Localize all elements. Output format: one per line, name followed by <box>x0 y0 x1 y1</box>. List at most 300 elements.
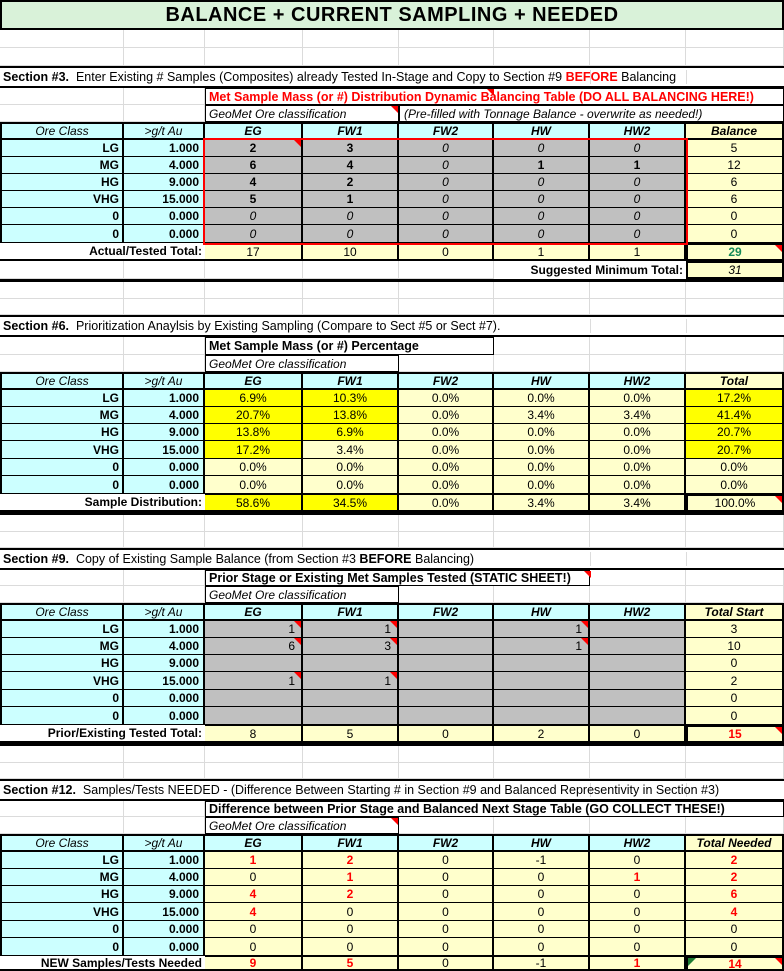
s3-cutoff-3[interactable]: 15.000 <box>124 191 205 208</box>
page-title-text: BALANCE + CURRENT SAMPLING + NEEDED <box>165 3 619 26</box>
s12-total-HW2[interactable]: 1 <box>590 956 686 971</box>
s6-cutoff-0[interactable]: 1.000 <box>124 390 205 407</box>
s6-row-4 <box>0 459 784 476</box>
s9-total-FW2[interactable]: 0 <box>399 725 494 743</box>
s6-total-HW2[interactable]: 3.4% <box>590 494 686 512</box>
s12-cell-r5-HW2[interactable]: 0 <box>590 938 686 956</box>
s9-row-0 <box>0 621 784 638</box>
s9-cell-r0-HW2[interactable] <box>590 621 686 638</box>
s3-cell-r2-FW2[interactable]: 0 <box>399 174 494 191</box>
s6-total-FW2[interactable]: 0.0% <box>399 494 494 512</box>
s6-cutoff-2[interactable]: 9.000 <box>124 424 205 441</box>
s3-cell-r1-FW2[interactable]: 0 <box>399 157 494 174</box>
s6-cell-r1-HW[interactable]: 3.4% <box>494 407 590 424</box>
s9-cell-r0-FW1[interactable]: 1 <box>303 621 399 638</box>
s12-cell-r4-FW2[interactable]: 0 <box>399 921 494 938</box>
s12-cutoff-0[interactable]: 1.000 <box>124 852 205 869</box>
s9-total-FW1[interactable]: 5 <box>303 725 399 743</box>
s9-cell-r4-EG[interactable] <box>205 690 303 707</box>
grid-cell <box>303 261 399 279</box>
s12-rowlabel-1[interactable]: MG <box>0 869 124 886</box>
s9-cell-r2-total[interactable]: 0 <box>686 655 784 672</box>
s9-cutoff-5[interactable]: 0.000 <box>124 707 205 725</box>
s9-row-4 <box>0 690 784 707</box>
s9-total-HW[interactable]: 2 <box>494 725 590 743</box>
s9-cell-r0-EG[interactable]: 1 <box>205 621 303 638</box>
spacer-cell <box>303 532 399 548</box>
s6-cell-r2-HW[interactable]: 0.0% <box>494 424 590 441</box>
s12-cell-r2-FW2[interactable]: 0 <box>399 886 494 903</box>
s6-cell-r0-FW1[interactable]: 10.3% <box>303 390 399 407</box>
s9-cell-r5-FW2[interactable] <box>399 707 494 725</box>
s6-cell-r4-FW1[interactable]: 0.0% <box>303 459 399 476</box>
spacer-cell <box>303 299 399 315</box>
s3-cell-r4-FW1[interactable]: 0 <box>303 208 399 225</box>
s6-cell-r4-HW2[interactable]: 0.0% <box>590 459 686 476</box>
s6-colheader-HW2: HW2 <box>590 372 686 390</box>
s12-classification-note: GeoMet Ore classification <box>205 817 399 834</box>
s6-cell-r3-HW[interactable]: 0.0% <box>494 441 590 459</box>
s9-cell-r1-total[interactable]: 10 <box>686 638 784 655</box>
s6-row-1 <box>0 407 784 424</box>
spacer-cell <box>686 48 784 66</box>
s3-cell-r5-HW[interactable]: 0 <box>494 225 590 243</box>
s9-cell-r5-total[interactable]: 0 <box>686 707 784 725</box>
s6-cutoff-4[interactable]: 0.000 <box>124 459 205 476</box>
spacer-cell <box>590 282 686 299</box>
s6-row-5 <box>0 476 784 494</box>
s12-cell-r0-HW[interactable]: -1 <box>494 852 590 869</box>
comment-indicator-icon <box>294 140 301 147</box>
s3-cell-r1-FW1[interactable]: 4 <box>303 157 399 174</box>
s3-cutoff-5[interactable]: 0.000 <box>124 225 205 243</box>
s9-cell-r2-HW[interactable] <box>494 655 590 672</box>
s9-cell-r1-FW1[interactable]: 3 <box>303 638 399 655</box>
s6-cutoff-5[interactable]: 0.000 <box>124 476 205 494</box>
grid-cell <box>0 261 124 279</box>
s6-cell-r4-FW2[interactable]: 0.0% <box>399 459 494 476</box>
s3-heading <box>0 66 784 88</box>
s3-total-HW2[interactable]: 1 <box>590 243 686 261</box>
s9-grand-total[interactable]: 15 <box>686 725 784 743</box>
s3-grand-total[interactable]: 29 <box>686 243 784 261</box>
s6-cell-r4-EG[interactable]: 0.0% <box>205 459 303 476</box>
grid-cell <box>0 817 124 834</box>
s6-rowlabel-2[interactable]: HG <box>0 424 124 441</box>
s3-rowlabel-1[interactable]: MG <box>0 157 124 174</box>
s3-rowlabel-0[interactable]: LG <box>0 140 124 157</box>
s12-rowlabel-0[interactable]: LG <box>0 852 124 869</box>
s9-total-EG[interactable]: 8 <box>205 725 303 743</box>
s3-cell-r2-total[interactable]: 6 <box>686 174 784 191</box>
s3-cell-r5-FW1[interactable]: 0 <box>303 225 399 243</box>
s9-rowlabel-4[interactable]: 0 <box>0 690 124 707</box>
s3-cell-r5-FW2[interactable]: 0 <box>399 225 494 243</box>
s3-cell-r4-HW[interactable]: 0 <box>494 208 590 225</box>
s6-cell-r1-EG[interactable]: 20.7% <box>205 407 303 424</box>
s3-cell-r2-EG[interactable]: 4 <box>205 174 303 191</box>
s9-cell-r3-HW2[interactable] <box>590 672 686 690</box>
s6-cell-r4-total[interactable]: 0.0% <box>686 459 784 476</box>
s12-cutoff-5[interactable]: 0.000 <box>124 938 205 956</box>
s9-title-row <box>0 570 784 586</box>
s6-colheader-Ore-Class: Ore Class <box>0 372 124 390</box>
s12-cutoff-2[interactable]: 9.000 <box>124 886 205 903</box>
s3-cell-r2-HW[interactable]: 0 <box>494 174 590 191</box>
spacer-cell <box>399 30 494 48</box>
s9-total-row <box>0 725 784 743</box>
spacer-cell <box>303 282 399 299</box>
s3-cell-r0-FW2[interactable]: 0 <box>399 140 494 157</box>
s9-row-3 <box>0 672 784 690</box>
grid-cell <box>0 586 124 603</box>
s3-cell-r4-FW2[interactable]: 0 <box>399 208 494 225</box>
s3-cell-r3-HW2[interactable]: 0 <box>590 191 686 208</box>
s3-cell-r1-EG[interactable]: 6 <box>205 157 303 174</box>
s9-cell-r3-FW1[interactable]: 1 <box>303 672 399 690</box>
s9-cell-r4-FW2[interactable] <box>399 690 494 707</box>
s6-note-row <box>0 355 784 372</box>
s6-total-EG[interactable]: 58.6% <box>205 494 303 512</box>
s3-total-FW1[interactable]: 10 <box>303 243 399 261</box>
s3-rowlabel-3[interactable]: VHG <box>0 191 124 208</box>
s6-cell-r4-HW[interactable]: 0.0% <box>494 459 590 476</box>
grid-cell <box>399 586 494 603</box>
s3-heading-part: Section #3. <box>3 70 69 84</box>
s6-cell-r1-total[interactable]: 41.4% <box>686 407 784 424</box>
s6-cell-r1-FW2[interactable]: 0.0% <box>399 407 494 424</box>
s3-suggested-value[interactable]: 31 <box>686 261 784 279</box>
s3-cell-r0-total[interactable]: 5 <box>686 140 784 157</box>
s12-cell-r4-HW2[interactable]: 0 <box>590 921 686 938</box>
s9-classification-note: GeoMet Ore classification <box>205 586 399 603</box>
s3-rowlabel-5[interactable]: 0 <box>0 225 124 243</box>
s6-cell-r2-FW1[interactable]: 6.9% <box>303 424 399 441</box>
s3-total-HW[interactable]: 1 <box>494 243 590 261</box>
s12-table-title: Difference between Prior Stage and Balanced Next Stage Table (GO COLLECT THESE!) <box>205 801 784 817</box>
s12-cell-r3-total[interactable]: 4 <box>686 903 784 921</box>
s9-cell-r1-FW2[interactable] <box>399 638 494 655</box>
s9-cell-r3-EG[interactable]: 1 <box>205 672 303 690</box>
s6-cell-r2-EG[interactable]: 13.8% <box>205 424 303 441</box>
s12-total-FW2[interactable]: 0 <box>399 956 494 971</box>
grid-cell <box>124 88 205 105</box>
s6-cell-r3-EG[interactable]: 17.2% <box>205 441 303 459</box>
s12-row-0 <box>0 852 784 869</box>
spacer-cell <box>205 299 303 315</box>
spacer-cell <box>494 763 590 779</box>
s9-cell-r2-FW1[interactable] <box>303 655 399 672</box>
s6-total-HW[interactable]: 3.4% <box>494 494 590 512</box>
s3-total-EG[interactable]: 17 <box>205 243 303 261</box>
s12-total-FW1[interactable]: 5 <box>303 956 399 971</box>
s3-title-row <box>0 88 784 105</box>
spacer-cell <box>590 48 686 66</box>
s9-cell-r1-HW[interactable]: 1 <box>494 638 590 655</box>
s9-cell-r5-HW[interactable] <box>494 707 590 725</box>
s3-row-1 <box>0 157 784 174</box>
s12-cell-r5-FW1[interactable]: 0 <box>303 938 399 956</box>
spacer-cell <box>399 515 494 532</box>
s9-cell-r4-total[interactable]: 0 <box>686 690 784 707</box>
s12-total-EG[interactable]: 9 <box>205 956 303 971</box>
comment-indicator-icon <box>775 958 782 965</box>
s3-cell-r3-EG[interactable]: 5 <box>205 191 303 208</box>
s6-cell-r1-HW2[interactable]: 3.4% <box>590 407 686 424</box>
s3-cell-r1-total[interactable]: 12 <box>686 157 784 174</box>
s12-cell-r3-FW2[interactable]: 0 <box>399 903 494 921</box>
s12-rowlabel-5[interactable]: 0 <box>0 938 124 956</box>
s12-cell-r5-total[interactable]: 0 <box>686 938 784 956</box>
s3-cell-r1-HW[interactable]: 1 <box>494 157 590 174</box>
s12-cell-r0-HW2[interactable]: 0 <box>590 852 686 869</box>
s6-colheader-HW: HW <box>494 372 590 390</box>
s12-rowlabel-4[interactable]: 0 <box>0 921 124 938</box>
s6-cell-r0-HW2[interactable]: 0.0% <box>590 390 686 407</box>
s3-cell-r1-HW2[interactable]: 1 <box>590 157 686 174</box>
s12-cell-r0-total[interactable]: 2 <box>686 852 784 869</box>
s12-cell-r5-EG[interactable]: 0 <box>205 938 303 956</box>
s9-cell-r4-FW1[interactable] <box>303 690 399 707</box>
s3-total-FW2[interactable]: 0 <box>399 243 494 261</box>
s12-cell-r5-HW[interactable]: 0 <box>494 938 590 956</box>
s6-cell-r2-FW2[interactable]: 0.0% <box>399 424 494 441</box>
s12-cell-r1-total[interactable]: 2 <box>686 869 784 886</box>
s6-cell-r5-FW1[interactable]: 0.0% <box>303 476 399 494</box>
grid-cell <box>399 817 494 834</box>
s12-cell-r1-HW[interactable]: 0 <box>494 869 590 886</box>
s6-cutoff-3[interactable]: 15.000 <box>124 441 205 459</box>
s3-cell-r5-total[interactable]: 0 <box>686 225 784 243</box>
s6-cell-r1-FW1[interactable]: 13.8% <box>303 407 399 424</box>
s3-cell-r3-FW1[interactable]: 1 <box>303 191 399 208</box>
spacer-row <box>0 30 784 48</box>
s9-rowlabel-5[interactable]: 0 <box>0 707 124 725</box>
s3-rowlabel-2[interactable]: HG <box>0 174 124 191</box>
comment-indicator-icon <box>294 621 301 628</box>
s9-cell-r4-HW[interactable] <box>494 690 590 707</box>
s12-cell-r4-EG[interactable]: 0 <box>205 921 303 938</box>
s9-cutoff-2[interactable]: 9.000 <box>124 655 205 672</box>
s3-cell-r3-FW2[interactable]: 0 <box>399 191 494 208</box>
s12-cell-r4-FW1[interactable]: 0 <box>303 921 399 938</box>
s9-cell-r5-EG[interactable] <box>205 707 303 725</box>
s6-rowlabel-4[interactable]: 0 <box>0 459 124 476</box>
grid-cell <box>124 570 205 586</box>
s12-cell-r0-FW1[interactable]: 2 <box>303 852 399 869</box>
s3-suggested-row <box>0 261 784 279</box>
s9-cutoff-0[interactable]: 1.000 <box>124 621 205 638</box>
s3-cell-r0-FW1[interactable]: 3 <box>303 140 399 157</box>
grid-cell <box>590 570 686 586</box>
s12-cutoff-4[interactable]: 0.000 <box>124 921 205 938</box>
s9-cutoff-3[interactable]: 15.000 <box>124 672 205 690</box>
s9-cell-r1-EG[interactable]: 6 <box>205 638 303 655</box>
spacer-cell <box>0 763 124 779</box>
spacer-cell <box>303 30 399 48</box>
s6-cell-r3-total[interactable]: 20.7% <box>686 441 784 459</box>
s9-cell-r0-FW2[interactable] <box>399 621 494 638</box>
s6-rowlabel-5[interactable]: 0 <box>0 476 124 494</box>
s6-cell-r3-FW2[interactable]: 0.0% <box>399 441 494 459</box>
s3-total-row <box>0 243 784 261</box>
s6-cell-r5-EG[interactable]: 0.0% <box>205 476 303 494</box>
s9-cell-r3-HW[interactable] <box>494 672 590 690</box>
s6-cell-r3-FW1[interactable]: 3.4% <box>303 441 399 459</box>
spacer-cell <box>590 30 686 48</box>
grid-cell <box>124 355 205 372</box>
s12-cell-r0-FW2[interactable]: 0 <box>399 852 494 869</box>
s12-total-label: NEW Samples/Tests Needed <box>0 956 205 971</box>
s9-cell-r1-HW2[interactable] <box>590 638 686 655</box>
s3-cell-r4-EG[interactable]: 0 <box>205 208 303 225</box>
s12-rowlabel-2[interactable]: HG <box>0 886 124 903</box>
s9-cell-r3-total[interactable]: 2 <box>686 672 784 690</box>
spacer-cell <box>205 30 303 48</box>
s12-rowlabel-3[interactable]: VHG <box>0 903 124 921</box>
s12-cell-r1-FW1[interactable]: 1 <box>303 869 399 886</box>
s3-cell-r2-HW2[interactable]: 0 <box>590 174 686 191</box>
s9-cell-r5-HW2[interactable] <box>590 707 686 725</box>
spacer-cell <box>124 30 205 48</box>
s3-cell-r0-EG[interactable]: 2 <box>205 140 303 157</box>
s6-row-0 <box>0 390 784 407</box>
s3-cutoff-2[interactable]: 9.000 <box>124 174 205 191</box>
s12-row-4 <box>0 921 784 938</box>
s6-cell-r0-FW2[interactable]: 0.0% <box>399 390 494 407</box>
s6-cell-r3-HW2[interactable]: 0.0% <box>590 441 686 459</box>
s3-row-0 <box>0 140 784 157</box>
s9-cell-r3-FW2[interactable] <box>399 672 494 690</box>
s3-cutoff-1[interactable]: 4.000 <box>124 157 205 174</box>
s12-grand-total[interactable]: 14 <box>686 956 784 971</box>
spacer-cell <box>205 48 303 66</box>
s6-cutoff-1[interactable]: 4.000 <box>124 407 205 424</box>
s6-rowlabel-1[interactable]: MG <box>0 407 124 424</box>
s12-cell-r1-EG[interactable]: 0 <box>205 869 303 886</box>
s9-rowlabel-1[interactable]: MG <box>0 638 124 655</box>
s6-cell-r0-EG[interactable]: 6.9% <box>205 390 303 407</box>
s9-cell-r2-EG[interactable] <box>205 655 303 672</box>
s6-grand-total[interactable]: 100.0% <box>686 494 784 512</box>
spacer-row <box>0 763 784 779</box>
s12-cell-r5-FW2[interactable]: 0 <box>399 938 494 956</box>
comment-indicator-icon <box>775 727 782 734</box>
s3-cell-r5-EG[interactable]: 0 <box>205 225 303 243</box>
s3-cell-r3-total[interactable]: 6 <box>686 191 784 208</box>
s6-cell-r0-HW[interactable]: 0.0% <box>494 390 590 407</box>
s3-cutoff-4[interactable]: 0.000 <box>124 208 205 225</box>
s6-cell-r5-FW2[interactable]: 0.0% <box>399 476 494 494</box>
s9-table-title: Prior Stage or Existing Met Samples Tested (STATIC SHEET!) <box>205 570 590 586</box>
s12-cell-r3-HW2[interactable]: 0 <box>590 903 686 921</box>
spacer-cell <box>494 30 590 48</box>
spacer-cell <box>0 30 124 48</box>
spacer-cell <box>494 515 590 532</box>
s12-cell-r3-FW1[interactable]: 0 <box>303 903 399 921</box>
s6-cell-r5-HW[interactable]: 0.0% <box>494 476 590 494</box>
spacer-cell <box>399 746 494 763</box>
s12-title-row <box>0 801 784 817</box>
s9-rowlabel-3[interactable]: VHG <box>0 672 124 690</box>
spacer-cell <box>590 515 686 532</box>
s12-cell-r1-FW2[interactable]: 0 <box>399 869 494 886</box>
s12-cell-r3-HW[interactable]: 0 <box>494 903 590 921</box>
spacer-row <box>0 48 784 66</box>
s9-rowlabel-2[interactable]: HG <box>0 655 124 672</box>
s12-cutoff-1[interactable]: 4.000 <box>124 869 205 886</box>
s3-row-3 <box>0 191 784 208</box>
s9-header-row <box>0 603 784 621</box>
s12-cell-r4-total[interactable]: 0 <box>686 921 784 938</box>
spacer-cell <box>399 282 494 299</box>
s3-cell-r0-HW[interactable]: 0 <box>494 140 590 157</box>
s3-cutoff-0[interactable]: 1.000 <box>124 140 205 157</box>
spacer-cell <box>0 746 124 763</box>
s12-heading-part: Section #12. <box>3 783 76 797</box>
s9-cutoff-1[interactable]: 4.000 <box>124 638 205 655</box>
s12-total-row <box>0 956 784 971</box>
s6-total-FW1[interactable]: 34.5% <box>303 494 399 512</box>
s3-cell-r5-HW2[interactable]: 0 <box>590 225 686 243</box>
spacer-cell <box>205 515 303 532</box>
s12-cell-r2-HW[interactable]: 0 <box>494 886 590 903</box>
s3-cell-r4-HW2[interactable]: 0 <box>590 208 686 225</box>
s9-rowlabel-0[interactable]: LG <box>0 621 124 638</box>
s9-total-HW2[interactable]: 0 <box>590 725 686 743</box>
s3-cell-r4-total[interactable]: 0 <box>686 208 784 225</box>
s12-cell-r1-HW2[interactable]: 1 <box>590 869 686 886</box>
s6-cell-r5-HW2[interactable]: 0.0% <box>590 476 686 494</box>
s6-rowlabel-3[interactable]: VHG <box>0 441 124 459</box>
s12-cell-r3-EG[interactable]: 4 <box>205 903 303 921</box>
page-title <box>0 0 784 30</box>
s3-cell-r0-HW2[interactable]: 0 <box>590 140 686 157</box>
s12-total-HW[interactable]: -1 <box>494 956 590 971</box>
s6-cell-r0-total[interactable]: 17.2% <box>686 390 784 407</box>
s6-rowlabel-0[interactable]: LG <box>0 390 124 407</box>
s9-cell-r0-HW[interactable]: 1 <box>494 621 590 638</box>
s9-cell-r0-total[interactable]: 3 <box>686 621 784 638</box>
s9-cell-r5-FW1[interactable] <box>303 707 399 725</box>
s9-row-1 <box>0 638 784 655</box>
s12-cutoff-3[interactable]: 15.000 <box>124 903 205 921</box>
s9-cell-r4-HW2[interactable] <box>590 690 686 707</box>
s12-colheader--g-t-Au: >g/t Au <box>124 834 205 852</box>
s9-cell-r2-HW2[interactable] <box>590 655 686 672</box>
s6-colheader-FW1: FW1 <box>303 372 399 390</box>
s12-cell-r2-total[interactable]: 6 <box>686 886 784 903</box>
s9-cutoff-4[interactable]: 0.000 <box>124 690 205 707</box>
s6-cell-r2-total[interactable]: 20.7% <box>686 424 784 441</box>
s12-cell-r4-HW[interactable]: 0 <box>494 921 590 938</box>
s6-cell-r2-HW2[interactable]: 0.0% <box>590 424 686 441</box>
comment-indicator-icon <box>294 638 301 645</box>
s12-cell-r2-EG[interactable]: 4 <box>205 886 303 903</box>
s6-cell-r5-total[interactable]: 0.0% <box>686 476 784 494</box>
s3-cell-r2-FW1[interactable]: 2 <box>303 174 399 191</box>
grid-cell <box>124 261 205 279</box>
s3-cell-r3-HW[interactable]: 0 <box>494 191 590 208</box>
s12-note-row <box>0 817 784 834</box>
spacer-cell <box>686 30 784 48</box>
s12-cell-r0-EG[interactable]: 1 <box>205 852 303 869</box>
s12-cell-r2-FW1[interactable]: 2 <box>303 886 399 903</box>
s9-total-label: Prior/Existing Tested Total: <box>0 725 205 743</box>
s3-rowlabel-4[interactable]: 0 <box>0 208 124 225</box>
s12-cell-r2-HW2[interactable]: 0 <box>590 886 686 903</box>
s9-cell-r2-FW2[interactable] <box>399 655 494 672</box>
